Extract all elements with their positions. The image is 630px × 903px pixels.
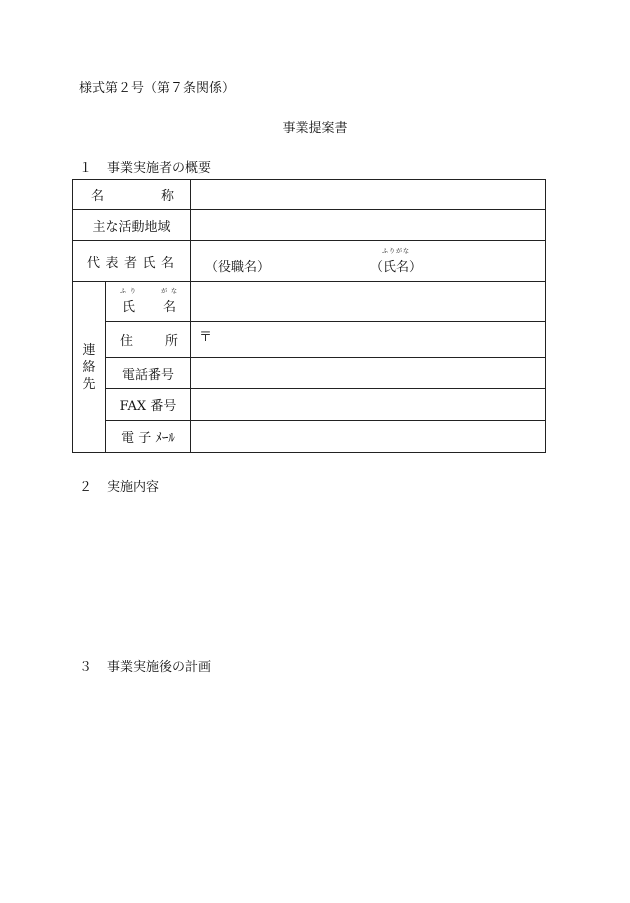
contact-name-label: ふ り 氏 が な 名 [106, 282, 191, 322]
form-label: 様式第２号（第７条関係） [79, 81, 236, 96]
row-contact-email [73, 421, 546, 453]
contact-address-label: 住 所 [106, 322, 191, 358]
postal-mark: 〒 [199, 330, 213, 345]
contact-label: 連 絡 先 [73, 282, 106, 453]
fax-field[interactable] [191, 389, 546, 421]
activity-area-label: 主な活動地域 [73, 210, 191, 241]
phone-field[interactable] [191, 358, 546, 389]
section-1-number: １ [79, 161, 93, 176]
row-contact-phone [73, 358, 546, 389]
row-contact-address [73, 322, 546, 358]
row-contact-fax [73, 389, 546, 421]
contact-name-field[interactable] [191, 282, 546, 322]
row-contact-name [73, 282, 546, 322]
phone-label: 電話番号 [106, 358, 191, 389]
section-1-heading [79, 161, 211, 177]
email-field[interactable] [191, 421, 546, 453]
section-2-title: 実施内容 [107, 480, 160, 495]
document-title: 事業提案書 [282, 121, 348, 136]
organization-name-label: 名 称 [73, 180, 191, 210]
organization-name-field[interactable] [191, 180, 546, 210]
section-3-heading [79, 660, 211, 676]
row-representative [73, 241, 546, 282]
section-3-title: 事業実施後の計画 [107, 660, 212, 675]
fax-label: FAX 番号 [106, 389, 191, 421]
activity-area-field[interactable] [191, 210, 546, 241]
row-activity-area [73, 210, 546, 241]
contact-address-field[interactable] [191, 322, 546, 358]
applicant-info-table [72, 179, 546, 453]
section-2-heading [79, 480, 159, 496]
representative-label: 代 表 者 氏 名 [73, 241, 191, 282]
email-label: 電 子 ﾒｰﾙ [106, 421, 191, 453]
representative-role: （役職名） [205, 259, 271, 275]
section-3-number: ３ [79, 660, 93, 675]
section-2-number: ２ [79, 480, 93, 495]
representative-name: ふりがな （氏名） [370, 247, 423, 275]
section-1-title: 事業実施者の概要 [107, 161, 212, 176]
representative-field[interactable] [191, 241, 546, 282]
row-organization-name [73, 180, 546, 210]
